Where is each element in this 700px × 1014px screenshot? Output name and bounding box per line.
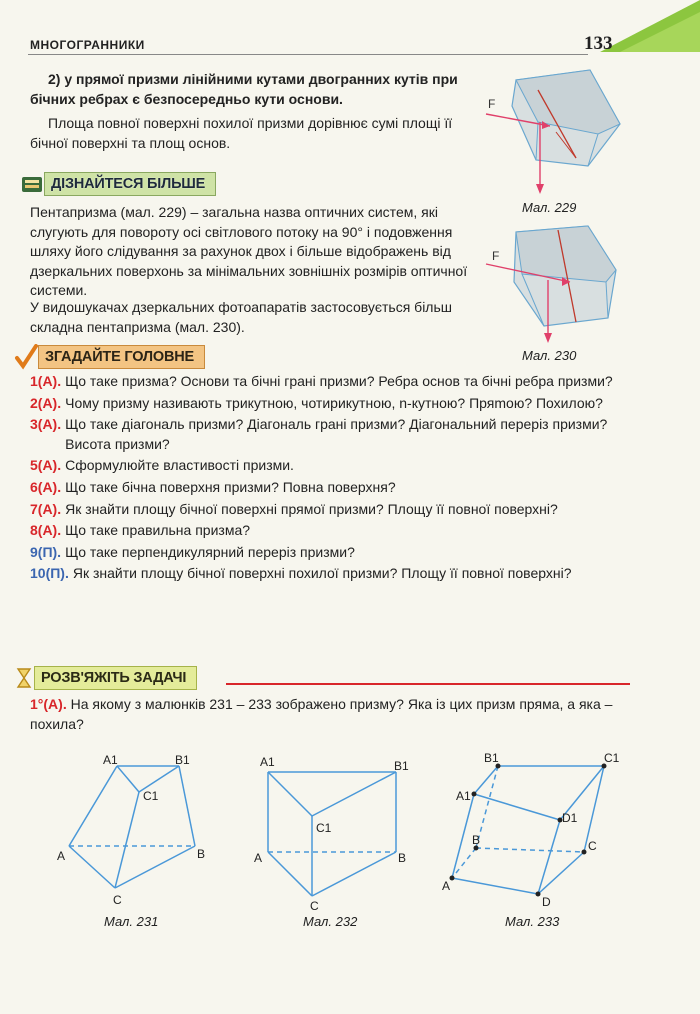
recall-title: ЗГАДАЙТЕ ГОЛОВНЕ xyxy=(38,345,205,369)
question-number: 2(А). xyxy=(30,394,62,411)
fig233-label-B1: B1 xyxy=(484,751,499,765)
question-text: Як знайти площу бічної поверхні прямої призми? Площу її повної поверхні? xyxy=(65,500,558,517)
figure-230-caption: Мал. 230 xyxy=(522,348,577,363)
fig231-label-B1: B1 xyxy=(175,753,190,767)
learn-more-banner xyxy=(20,172,216,196)
question-number: 5(А). xyxy=(30,457,62,474)
hourglass-icon xyxy=(14,667,34,689)
figure-232-prism xyxy=(252,752,422,912)
fig232-label-C1: C1 xyxy=(316,821,332,835)
question-number: 3(А). xyxy=(30,416,62,433)
page-number: 133 xyxy=(584,33,613,54)
figure-229-pentaprism xyxy=(478,62,638,202)
running-header: МНОГОГРАННИКИ xyxy=(30,38,145,52)
task-text: На якому з малюнків 231 – 233 зображено призму? Яка із цих призм пряма, а яка – похила? xyxy=(30,696,613,732)
task-1 xyxy=(30,695,630,734)
figure-232-caption: Мал. 232 xyxy=(303,914,358,929)
intro-property-2: 2) у прямої призми лінійними кутами двогранних кутів при бічних ребрах є безпосередньо кути основи. xyxy=(30,71,458,107)
fig233-label-A: A xyxy=(442,879,451,893)
fig231-label-C: C xyxy=(113,893,122,907)
fig232-label-B: B xyxy=(398,851,407,865)
figure-231-pentahedron xyxy=(55,752,225,912)
figure-230-pentaprism xyxy=(478,222,638,347)
fig233-label-A1: A1 xyxy=(456,789,471,803)
recall-question xyxy=(30,372,630,392)
fig229-label-F: F xyxy=(488,97,496,111)
recall-question xyxy=(30,543,630,563)
question-text: Що таке правильна призма? xyxy=(65,522,251,539)
fig233-label-C: C xyxy=(588,839,597,853)
question-number: 8(А). xyxy=(30,522,62,539)
fig230-label-F: F xyxy=(492,249,500,263)
fig233-label-D: D xyxy=(542,895,551,908)
fig232-label-A1: A1 xyxy=(260,755,275,769)
question-text: Сформулюйте властивості призми. xyxy=(65,457,294,474)
recall-question xyxy=(30,394,630,414)
solve-title: РОЗВ'ЯЖІТЬ ЗАДАЧІ xyxy=(34,666,197,690)
question-number: 10(П). xyxy=(30,565,69,582)
solve-banner xyxy=(14,666,197,690)
fig233-label-C1: C1 xyxy=(604,751,620,765)
recall-question xyxy=(30,456,630,476)
figure-229-caption: Мал. 229 xyxy=(522,200,577,215)
fig231-label-A: A xyxy=(57,849,66,863)
fig231-label-C1: C1 xyxy=(143,789,159,803)
learn-more-paragraph-1: Пентапризма (мал. 229) – загальна назва оптичних систем, які слугують для повороту осі світлового потоку на 90° і подовження шляху його слідування за рахунок двох і більше відображень від дзеркальних поверхонь за мінімальних зовнішніх розмірів оптичної системи. xyxy=(30,204,468,298)
fig231-label-A1: A1 xyxy=(103,753,118,767)
recall-question-list xyxy=(30,372,630,586)
question-text: Як знайти площу бічної поверхні похилої призми? Площу її повної поверхні? xyxy=(72,565,572,582)
recall-question xyxy=(30,500,630,520)
books-icon xyxy=(20,173,44,195)
recall-banner xyxy=(14,345,205,369)
checkmark-icon xyxy=(14,344,38,370)
recall-question xyxy=(30,521,630,541)
solve-divider xyxy=(226,683,630,685)
fig232-label-C: C xyxy=(310,899,319,912)
figure-233-caption: Мал. 233 xyxy=(505,914,560,929)
recall-question xyxy=(30,478,630,498)
intro-area-text: Площа повної поверхні похилої призми дорівнює сумі площі її бічної поверхні та площ основ. xyxy=(30,115,453,151)
fig232-label-B1: B1 xyxy=(394,759,409,773)
recall-question xyxy=(30,415,630,454)
recall-question xyxy=(30,564,630,584)
learn-more-paragraph-2: У видошукачах дзеркальних фотоапаратів застосовується більш складна пентапризма (мал. 230). xyxy=(30,299,453,335)
fig233-label-D1: D1 xyxy=(562,811,578,825)
question-number: 7(А). xyxy=(30,500,62,517)
question-number: 6(А). xyxy=(30,478,62,495)
question-text: Що таке бічна поверхня призми? Повна поверхня? xyxy=(65,478,396,495)
question-number: 9(П). xyxy=(30,543,62,560)
task-number: 1°(А). xyxy=(30,696,67,712)
question-text: Чому призму називають трикутною, чотирикутною, n-кутною? Пряmою? Похилою? xyxy=(65,394,603,411)
question-number: 1(А). xyxy=(30,373,62,389)
learn-more-title: ДІЗНАЙТЕСЯ БІЛЬШЕ xyxy=(44,172,216,196)
page-corner-decoration xyxy=(560,0,700,60)
question-text: Що таке перпендикулярний переріз призми? xyxy=(65,543,355,560)
fig232-label-A: A xyxy=(254,851,263,865)
fig233-label-B: B xyxy=(472,833,481,847)
figure-231-caption: Мал. 231 xyxy=(104,914,159,929)
header-divider xyxy=(28,54,588,55)
question-text: Що таке діагональ призми? Діагональ грані призми? Діагональний переріз призми? Висота призми? xyxy=(65,416,608,452)
fig231-label-B: B xyxy=(197,847,206,861)
figure-233-parallelepiped xyxy=(440,748,630,908)
question-text: Що таке призма? Основи та бічні грані призми? Ребра основ та бічні ребра призми? xyxy=(65,373,613,389)
